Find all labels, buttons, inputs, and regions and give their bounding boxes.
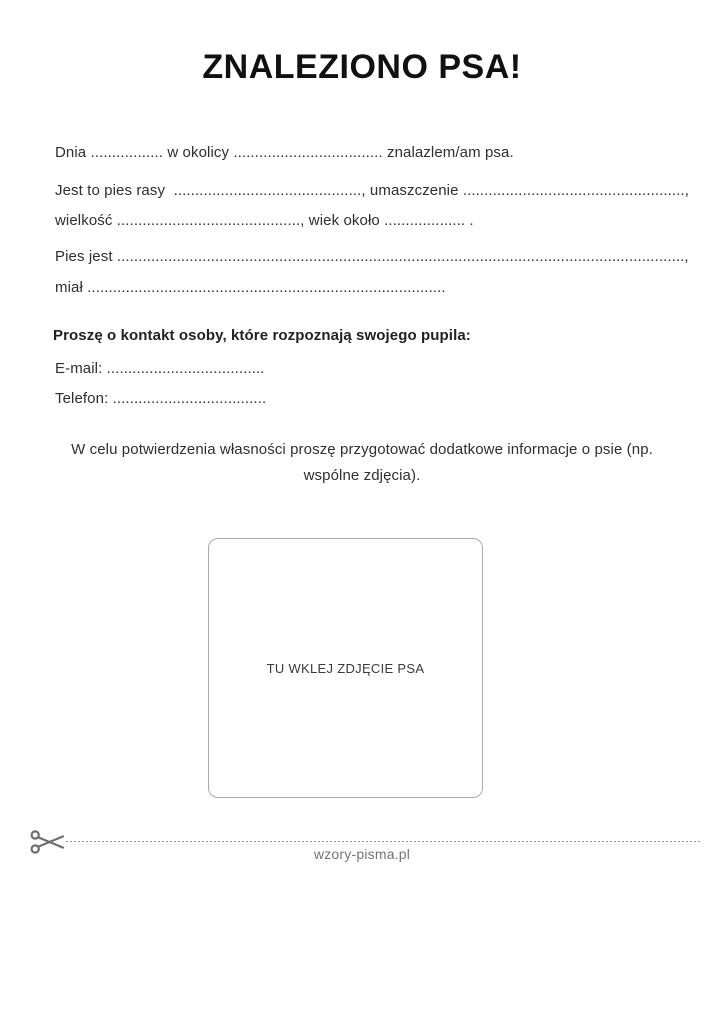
form-line-date-location: Dnia ................. w okolicy ................................... znalazlem/am psa. — [55, 144, 514, 161]
phone-line: Telefon: .................................... — [55, 390, 267, 407]
page-title: ZNALEZIONO PSA! — [202, 48, 522, 86]
photo-placeholder-label: TU WKLEJ ZDJĘCIE PSA — [266, 660, 425, 676]
contact-heading: Proszę o kontakt osoby, które rozpoznają swojego pupila: — [53, 327, 471, 344]
form-line-breed-color: Jest to pies rasy ............................................, umaszczenie ...................................................., — [55, 182, 689, 199]
dashed-cut-line — [66, 841, 700, 842]
photo-placeholder-box — [208, 538, 483, 798]
footer-site-label: wzory-pisma.pl — [313, 846, 411, 862]
form-line-dog-is: Pies jest ....................................................................................................................................., — [55, 248, 689, 265]
form-line-dog-had: miał .................................................................................... — [55, 279, 446, 296]
ownership-note: W celu potwierdzenia własności proszę przygotować dodatkowe informacje o psie (np. wspólne zdjęcia). — [71, 441, 653, 484]
email-line: E-mail: ..................................... — [55, 360, 265, 377]
form-line-size-age: wielkość ..........................................., wiek około ................... . — [55, 212, 474, 229]
